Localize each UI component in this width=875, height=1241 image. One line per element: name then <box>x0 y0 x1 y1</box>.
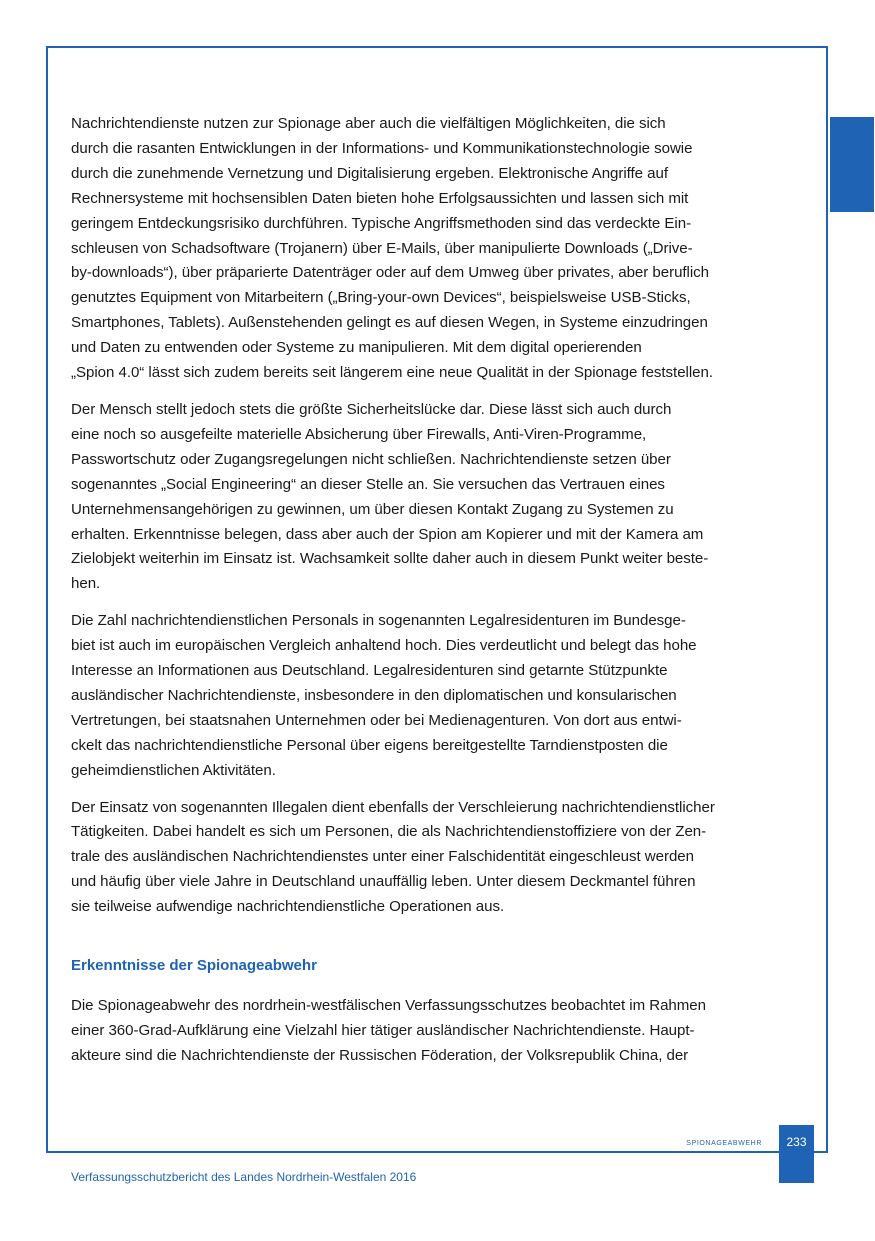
paragraph <box>71 398 791 597</box>
paragraph <box>71 112 791 386</box>
text-line: ausländischer Nachrichtendienste, insbesondere in den diplomatischen und konsularischen <box>71 686 677 704</box>
text-line: ckelt das nachrichtendienstliche Personal über eigens bereitgestellte Tarndienstposten die <box>71 736 668 754</box>
text-line: Die Zahl nachrichtendienstlichen Personals in sogenannten Legalresidenturen im Bundesge- <box>71 612 686 630</box>
page-number: 233 <box>786 1135 807 1149</box>
text-line: akteure sind die Nachrichtendienste der Russischen Föderation, der Volksrepublik China, der <box>71 1046 689 1064</box>
text-line: geheimdienstlichen Aktivitäten. <box>71 761 276 779</box>
main-text <box>71 112 791 1081</box>
text-line: Interesse an Informationen aus Deutschland. Legalresidenturen sind getarnte Stützpunkte <box>71 662 668 680</box>
text-line: eine noch so ausgefeilte materielle Absicherung über Firewalls, Anti-Viren-Programme, <box>71 425 647 443</box>
text-line: durch die rasanten Entwicklungen in der Informations- und Kommunikationstechnologie sowie <box>71 139 693 157</box>
text-line: Die Spionageabwehr des nordrhein-westfälischen Verfassungsschutzes beobachtet im Rahmen <box>71 997 706 1015</box>
text-line: Tätigkeiten. Dabei handelt es sich um Personen, die als Nachrichtendienstoffiziere von der Zen- <box>71 823 707 841</box>
text-line: Rechnersysteme mit hochsensiblen Daten bieten hohe Erfolgsaussichten und lassen sich mit <box>71 189 689 207</box>
text-line: Unternehmensangehörigen zu gewinnen, um über diesen Kontakt Zugang zu Systemen zu <box>71 500 674 518</box>
text-line: einer 360-Grad-Aufklärung eine Vielzahl hier tätiger ausländischer Nachrichtendienste. Haupt- <box>71 1022 695 1039</box>
paragraph <box>71 609 791 783</box>
text-line: „Spion 4.0“ lässt sich zudem bereits seit längerem eine neue Qualität in der Spionage feststellen. <box>71 364 713 382</box>
text-line: Zielobjekt weiterhin im Einsatz ist. Wachsamkeit sollte daher auch in diesem Punkt weiter beste- <box>71 550 709 568</box>
text-line: sie teilweise aufwendige nachrichtendienstliche Operationen aus. <box>71 898 505 916</box>
text-line: Der Einsatz von sogenannten Illegalen dient ebenfalls der Verschleierung nachrichtendienstlicher <box>71 798 715 816</box>
text-line: Nachrichtendienste nutzen zur Spionage aber auch die vielfältigen Möglichkeiten, die sich <box>71 115 666 132</box>
text-line: und häufig über viele Jahre in Deutschland unauffällig leben. Unter diesem Deckmantel führen <box>71 873 696 891</box>
chapter-tab-marker <box>830 117 874 212</box>
text-line: hen. <box>71 575 101 593</box>
text-line: Der Mensch stellt jedoch stets die größte Sicherheitslücke dar. Diese lässt sich auch durch <box>71 400 672 418</box>
text-line: Passwortschutz oder Zugangsregelungen nicht schließen. Nachrichtendienste setzen über <box>71 450 671 468</box>
text-line: Smartphones, Tablets). Außenstehenden gelingt es auf diesen Wegen, in Systeme einzudringen <box>71 314 708 332</box>
footer-publication-title: Verfassungsschutzbericht des Landes Nordrhein-Westfalen 2016 <box>71 1170 417 1184</box>
text-line: biet ist auch im europäischen Vergleich anhaltend hoch. Dies verdeutlicht und belegt das hohe <box>71 637 697 655</box>
text-line: schleusen von Schadsoftware (Trojanern) über E-Mails, über manipulierte Downloads („Drive- <box>71 239 693 257</box>
text-line: by-downloads“), über präparierte Datenträger oder auf dem Umweg über privates, aber beruflich <box>71 264 709 282</box>
section-heading: Erkenntnisse der Spionageabwehr <box>71 957 317 975</box>
text-line: Vertretungen, bei staatsnahen Unternehmen oder bei Medienagenturen. Von dort aus entwi- <box>71 711 682 729</box>
running-head: spionageabwehr <box>686 1136 762 1148</box>
text-line: durch die zunehmende Vernetzung und Digitalisierung ergeben. Elektronische Angriffe auf <box>71 164 669 182</box>
paragraph <box>71 796 791 921</box>
text-line: trale des ausländischen Nachrichtendienstes unter einer Falschidentität eingeschleust werden <box>71 848 695 866</box>
text-line: sogenanntes „Social Engineering“ an dieser Stelle an. Sie versuchen das Vertrauen eines <box>71 475 665 493</box>
text-line: erhalten. Erkenntnisse belegen, dass aber auch der Spion am Kopierer und mit der Kamera am <box>71 525 704 543</box>
page-number-box <box>779 1125 814 1183</box>
text-line: geringem Entdeckungsrisiko durchführen. Typische Angriffsmethoden sind das verdeckte Ein- <box>71 214 692 232</box>
text-line: und Daten zu entwenden oder Systeme zu manipulieren. Mit dem digital operierenden <box>71 339 642 357</box>
paragraph <box>71 994 791 1069</box>
text-line: genutztes Equipment von Mitarbeitern („Bring-your-own Devices“, beispielsweise USB-Sticks, <box>71 289 691 307</box>
